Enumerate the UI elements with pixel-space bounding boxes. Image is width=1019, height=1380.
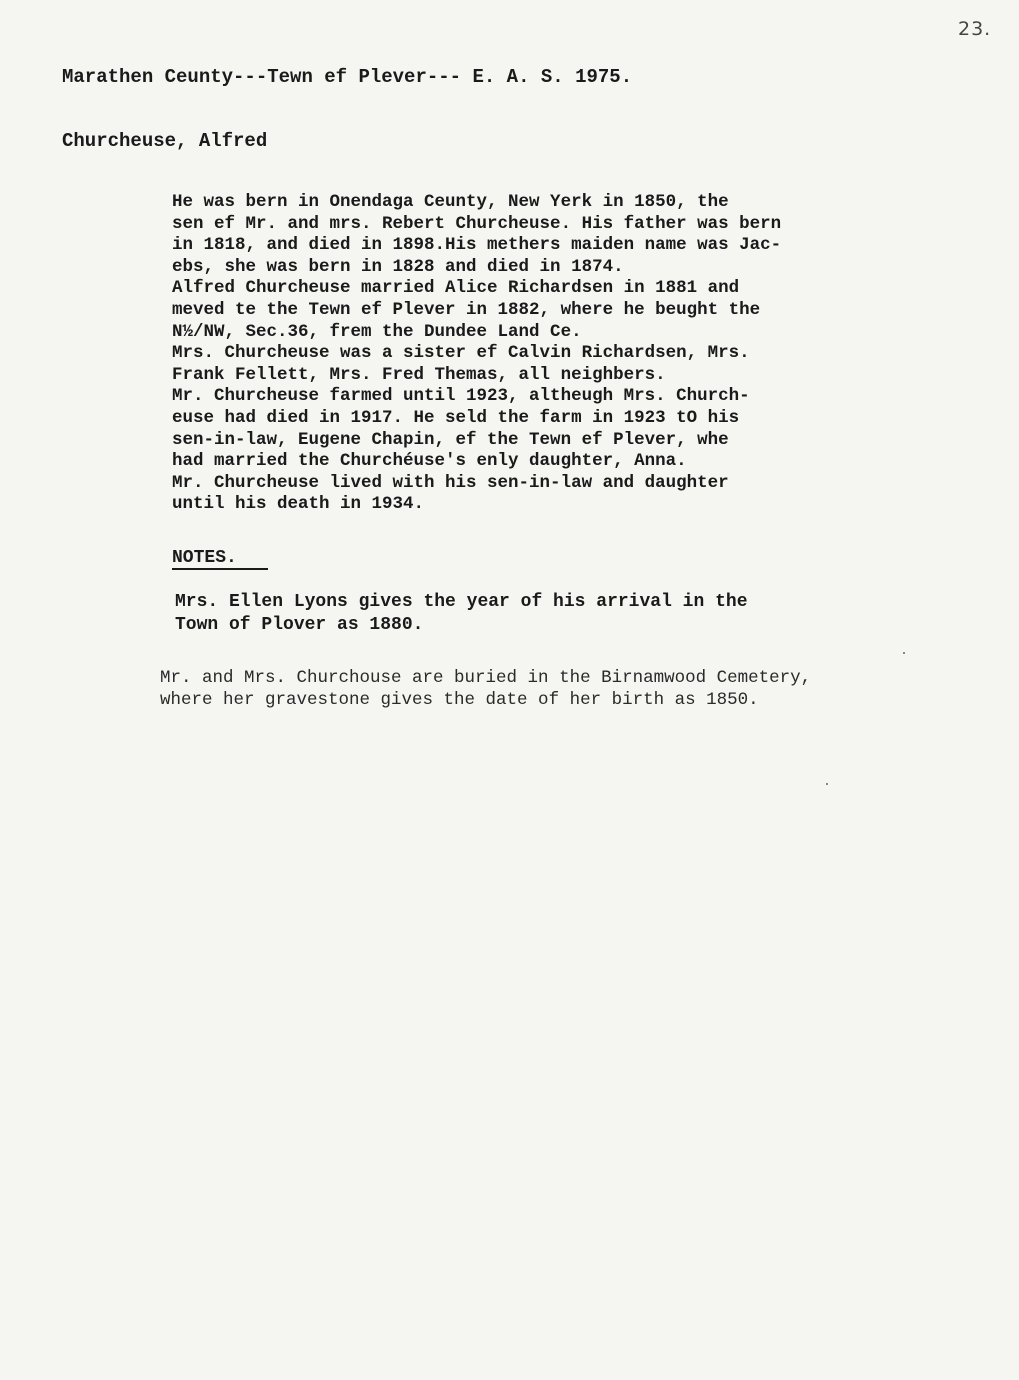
addendum-line: where her gravestone gives the date of her birth as 1850. (160, 690, 759, 710)
body-line: euse had died in 1917. He seld the farm in 1923 tO his (172, 407, 740, 428)
body-line: Alfred Churcheuse married Alice Richardsen in 1881 and (172, 278, 740, 299)
body-line: Mrs. Churcheuse was a sister ef Calvin Richardsen, Mrs. (172, 343, 750, 364)
addendum-line: Mr. and Mrs. Churchouse are buried in the Birnamwood Cemetery, (160, 668, 812, 688)
body-line: Frank Fellett, Mrs. Fred Themas, all neighbers. (172, 364, 666, 385)
body-line: ebs, she was bern in 1828 and died in 1874. (172, 256, 624, 277)
body-line: sen ef Mr. and mrs. Rebert Churcheuse. His father was bern (172, 213, 782, 234)
notes-line: Mrs. Ellen Lyons gives the year of his arrival in the (175, 592, 748, 612)
subject-name: Churcheuse, Alfred (62, 130, 268, 152)
body-line: He was bern in Onendaga Ceunty, New Yerk in 1850, the (172, 192, 729, 212)
notes-text (175, 591, 935, 637)
notes-line: Town of Plover as 1880. (175, 615, 424, 635)
body-line: Mr. Churcheuse lived with his sen-in-law and daughter (172, 472, 729, 493)
paper-speck (903, 652, 905, 654)
body-line: in 1818, and died in 1898.His methers maiden name was Jac- (172, 235, 782, 256)
page-number: 23. (958, 18, 992, 40)
document-header: Marathen Ceunty---Tewn ef Plever--- E. A. S. 1975. (62, 66, 633, 88)
body-line: sen-in-law, Eugene Chapin, ef the Tewn ef Plever, whe (172, 429, 729, 450)
body-line: N½/NW, Sec.36, frem the Dundee Land Ce. (172, 321, 582, 342)
body-line: had married the Churchéuse's enly daughter, Anna. (172, 451, 687, 472)
biography-text (172, 192, 972, 516)
body-line: Mr. Churcheuse farmed until 1923, altheugh Mrs. Church- (172, 386, 750, 407)
body-line: until his death in 1934. (172, 494, 425, 515)
addendum-text (160, 667, 1000, 711)
paper-speck (826, 783, 828, 785)
body-line: meved te the Tewn ef Plever in 1882, where he beught the (172, 299, 761, 320)
notes-heading: NOTES. (172, 548, 268, 570)
